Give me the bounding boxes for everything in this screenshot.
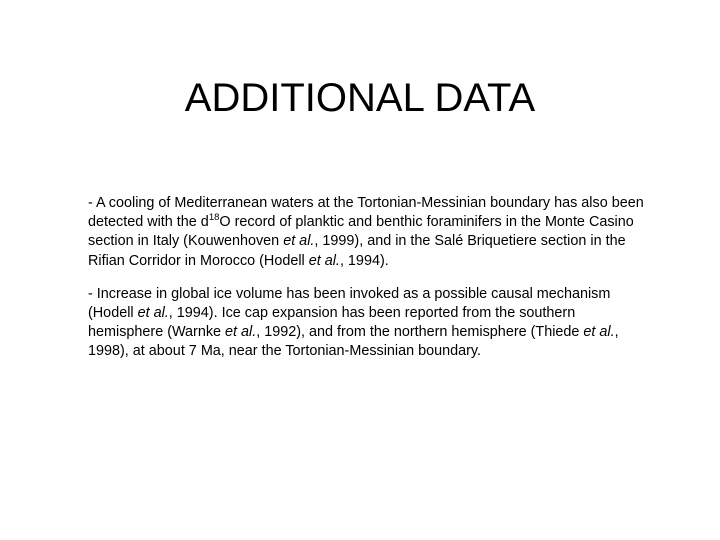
- slide-title: ADDITIONAL DATA: [184, 76, 536, 120]
- text-run: - A cooling of Mediterranean waters at the Tortonian-Messinian boundary has also been detected with the d: [88, 195, 644, 231]
- italic-text: et al.: [225, 324, 257, 341]
- italic-text: et al.: [583, 324, 615, 341]
- text-run: , 1994).: [339, 252, 389, 269]
- text-run: , 1994). Ice cap expansion has been reported from the southern hemisphere (Warnke: [88, 305, 576, 341]
- slide-body: [88, 194, 648, 376]
- italic-text: et al.: [137, 305, 169, 322]
- text-run: , 1998), at about 7 Ma, near the Tortonian-Messinian boundary.: [88, 324, 619, 360]
- text-run: - Increase in global ice volume has been invoked as a possible causal mechanism (Hodell: [88, 285, 611, 322]
- superscript: 18: [208, 212, 220, 224]
- italic-text: et al.: [283, 233, 315, 250]
- paragraph-ice-volume: [88, 285, 648, 362]
- paragraph-cooling: [88, 194, 648, 271]
- text-run: , 1999), and in the Salé Briquetiere section in the Rifian Corridor in Morocco (Hodell: [88, 233, 626, 269]
- italic-text: et al.: [308, 252, 340, 269]
- text-run: , 1992), and from the northern hemisphere (Thiede: [256, 324, 584, 341]
- text-run: O record of planktic and benthic foraminifers in the Monte Casino section in Italy (Kouwenhoven: [88, 214, 634, 250]
